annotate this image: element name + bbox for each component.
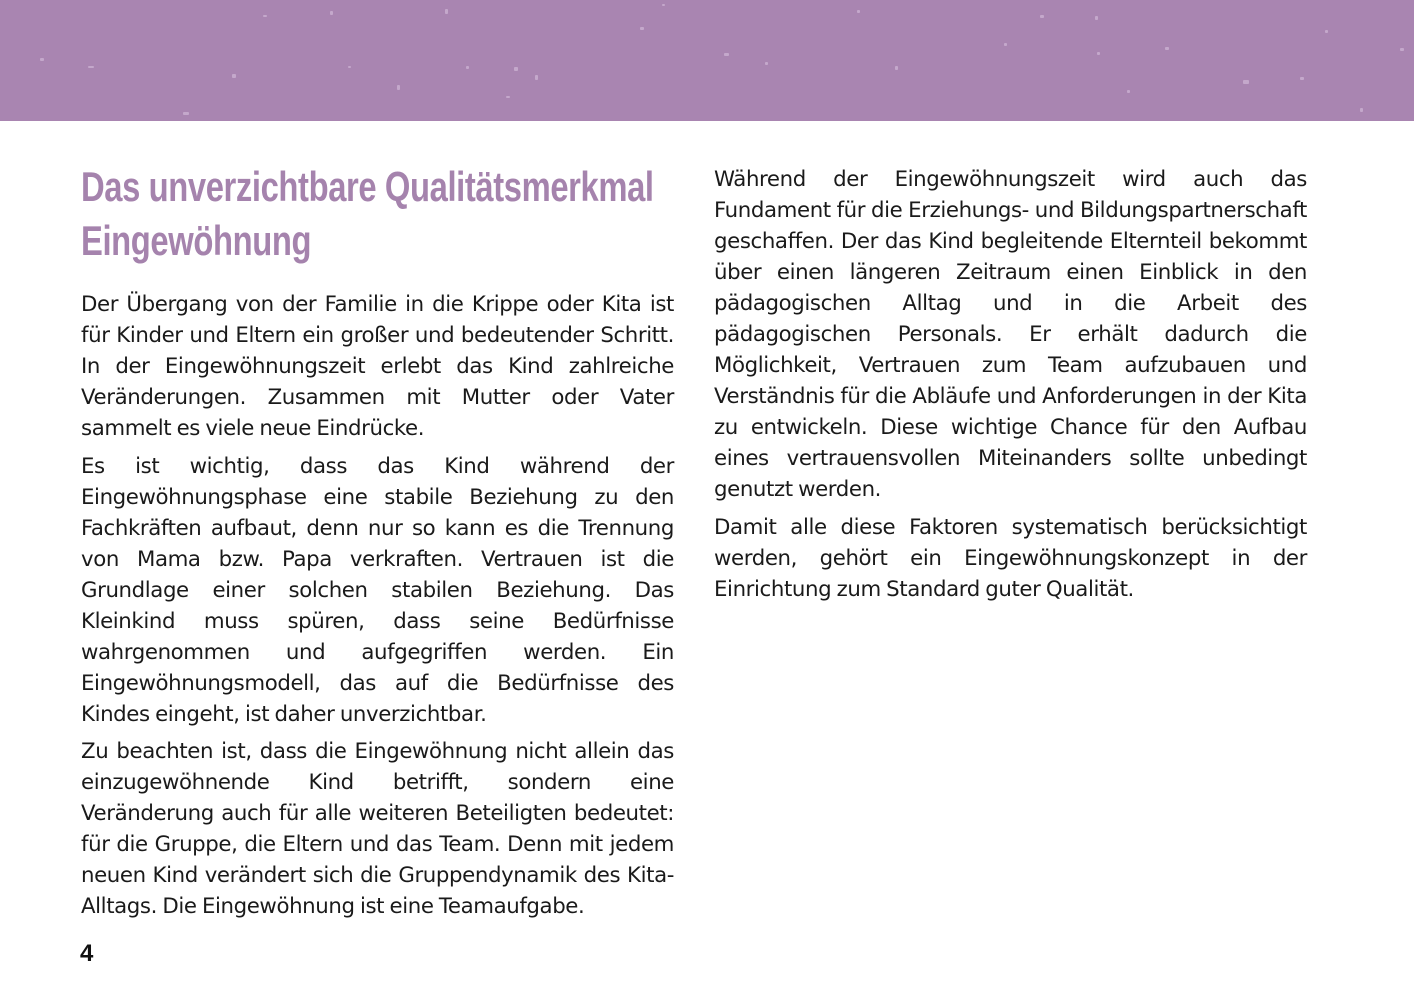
texture-speck <box>1165 47 1169 50</box>
texture-speck <box>1004 43 1007 46</box>
texture-speck <box>183 112 189 115</box>
texture-speck <box>1095 16 1098 20</box>
heading-line-2: Eingewöhnung <box>81 217 312 264</box>
texture-speck <box>640 27 644 30</box>
texture-speck <box>1097 52 1100 55</box>
texture-speck <box>1300 77 1304 80</box>
texture-speck <box>1325 30 1328 33</box>
texture-speck <box>535 75 538 80</box>
texture-speck <box>765 62 768 65</box>
texture-speck <box>857 10 860 13</box>
texture-speck <box>232 74 236 78</box>
paragraph: Zu beachten ist, dass die Eingewöhnung nicht allein das einzugewöhnende Kind betrifft, sondern eine Veränderung auch für alle weiteren Beteiligten bedeutet: für die Gruppe, die Eltern und das Team. Denn mit jedem neuen Kind verändert sich die Gruppendynamik des Kita-Alltags. Die Eingewöhnung ist eine Teamaufgabe. <box>81 739 674 919</box>
texture-speck <box>397 85 400 90</box>
texture-speck <box>1400 48 1404 51</box>
heading-line-1: Das unverzichtbare Qualitätsmerkmal <box>81 163 654 210</box>
page-heading <box>81 160 654 268</box>
texture-speck <box>348 66 351 68</box>
paragraph: Der Übergang von der Familie in die Krippe oder Kita ist für Kinder und Eltern ein großer und bedeutender Schritt. In der Eingewöhnungszeit erlebt das Kind zahlreiche Veränderungen. Zusammen mit Mutter oder Vater sammelt es viele neue Eindrücke. <box>81 292 674 441</box>
page-number: 4 <box>80 940 94 967</box>
texture-speck <box>330 11 333 15</box>
texture-speck <box>88 66 94 68</box>
texture-speck <box>724 53 729 56</box>
paragraph: Während der Eingewöhnungszeit wird auch das Fundament für die Erziehungs- und Bildungspartnerschaft geschaffen. Der das Kind begleitende Elternteil bekommt über einen längeren Zeitraum einen Einblick in den pädagogischen Alltag und in die Arbeit des pädagogischen Personals. Er erhält dadurch die Möglichkeit, Vertrauen zum Team aufzubauen und Verständnis für die Abläufe und Anforderungen in der Kita zu entwickeln. Diese wichtige Chance für den Aufbau eines vertrauensvollen Miteinanders sollte unbedingt genutzt werden. <box>714 167 1307 502</box>
header-banner <box>0 0 1414 121</box>
texture-speck <box>1243 80 1249 84</box>
left-column <box>81 289 674 929</box>
texture-speck <box>466 66 469 69</box>
texture-speck <box>1127 90 1130 93</box>
texture-speck <box>895 66 898 70</box>
paragraph: Es ist wichtig, dass das Kind während der Eingewöhnungsphase eine stabile Beziehung zu den Fachkräften aufbaut, denn nur so kann es die Trennung von Mama bzw. Papa verkraften. Vertrauen ist die Grundlage einer solchen stabilen Beziehung. Das Kleinkind muss spüren, dass seine Bedürfnisse wahrgenommen und aufgegriffen werden. Ein Eingewöhnungsmodell, das auf die Bedürfnisse des Kindes eingeht, ist daher unverzichtbar. <box>81 453 674 727</box>
texture-speck <box>1360 108 1363 112</box>
texture-speck <box>662 4 665 6</box>
right-column <box>714 164 1307 611</box>
texture-speck <box>514 67 518 71</box>
paragraph: Damit alle diese Faktoren systematisch berücksichtigt werden, gehört ein Eingewöhnungskonzept in der Einrichtung zum Standard guter Qualität. <box>714 514 1307 602</box>
texture-speck <box>445 9 448 14</box>
texture-speck <box>263 15 267 17</box>
texture-speck <box>40 58 44 61</box>
texture-speck <box>1040 15 1044 18</box>
texture-speck <box>506 96 510 98</box>
